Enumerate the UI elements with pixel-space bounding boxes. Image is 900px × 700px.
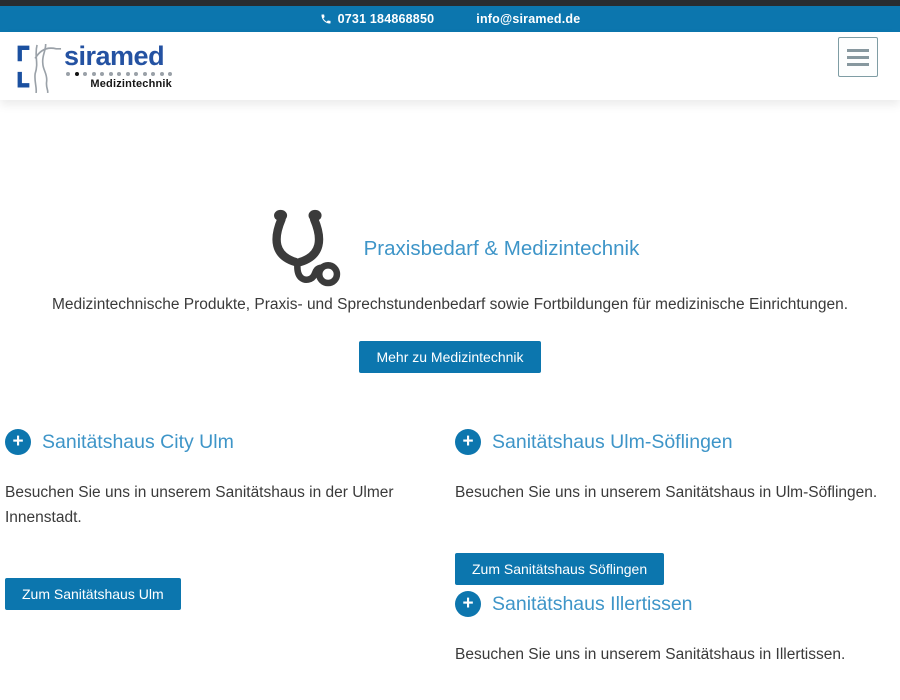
location-illertissen [455,591,895,667]
location-heading-row[interactable] [455,429,895,455]
logo[interactable] [14,43,172,93]
contact-bar [0,6,900,32]
logo-text-block [64,43,172,90]
phone-link[interactable] [320,12,435,26]
location-city-ulm [5,429,445,610]
menu-toggle-button[interactable] [838,37,878,77]
location-ulm-soeflingen [455,429,895,585]
location-description: Besuchen Sie uns in unserem Sanitätshaus in Illertissen. [455,646,846,663]
zum-sanitaetshaus-ulm-button[interactable]: Zum Sanitätshaus Ulm [5,578,181,610]
location-title[interactable]: Sanitätshaus City Ulm [42,430,234,453]
medizintechnik-heading-row [0,205,900,293]
phone-icon [320,13,332,25]
phone-number: 0731 184868850 [337,12,435,26]
medizintechnik-section [0,100,900,373]
logo-body-icon [14,43,62,93]
medizintechnik-title[interactable]: Praxisbedarf & Medizintechnik [363,237,640,260]
location-description: Besuchen Sie uns in unserem Sanitätshaus in der Ulmer Innenstadt. [5,484,394,526]
location-column-right [455,429,895,667]
stethoscope-icon [261,205,343,293]
logo-subtitle: Medizintechnik [90,78,172,90]
mehr-zu-medizintechnik-button[interactable]: Mehr zu Medizintechnik [359,341,540,373]
logo-dots [66,72,172,76]
location-description: Besuchen Sie uns in unserem Sanitätshaus in Ulm-Söflingen. [455,484,878,501]
location-title[interactable]: Sanitätshaus Illertissen [492,592,693,615]
location-title[interactable]: Sanitätshaus Ulm-Söflingen [492,430,733,453]
email-address: info@siramed.de [476,12,581,26]
plus-circle-icon: + [5,429,31,455]
plus-circle-icon: + [455,591,481,617]
site-header [0,32,900,100]
location-heading-row[interactable] [455,591,895,617]
medizintechnik-description: Medizintechnische Produkte, Praxis- und Sprechstundenbedarf sowie Fortbildungen für medizinische Einrichtungen. [51,296,849,313]
email-link[interactable] [476,12,580,26]
logo-name: siramed [64,41,165,71]
plus-circle-icon: + [455,429,481,455]
locations-row [0,429,900,667]
zum-sanitaetshaus-soeflingen-button[interactable]: Zum Sanitätshaus Söflingen [455,553,664,585]
location-heading-row[interactable] [5,429,445,455]
location-column-left [5,429,445,667]
